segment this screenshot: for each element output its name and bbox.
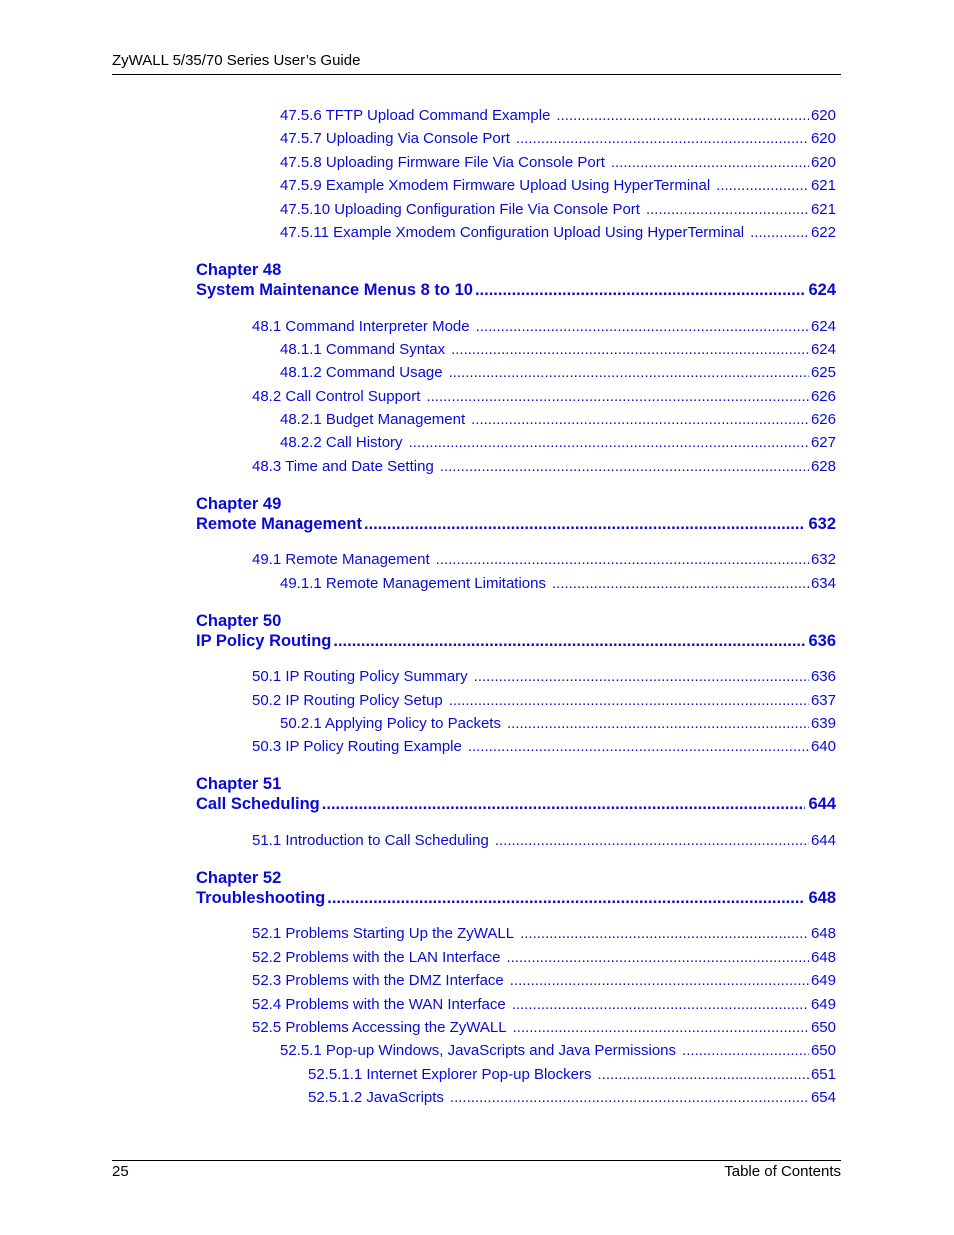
toc-entry-title: 48.2.1 Budget Management (280, 411, 466, 428)
dot-leader (327, 887, 805, 909)
dot-leader (507, 714, 809, 734)
dot-leader (364, 513, 806, 535)
chapter-title-link[interactable] (196, 887, 836, 909)
toc-entry-link[interactable] (252, 387, 836, 407)
toc-entry-title: 52.5.1.1 Internet Explorer Pop-up Blockers (308, 1066, 592, 1083)
toc-entry-link[interactable] (280, 340, 836, 360)
toc-entry-page-number: 654 (810, 1089, 836, 1106)
toc-entry-link[interactable] (280, 176, 836, 196)
toc-entry-page-number: 648 (810, 949, 836, 966)
dot-leader (552, 574, 809, 594)
toc-entry-link[interactable] (280, 129, 836, 149)
toc-entry-page-number: 640 (810, 738, 836, 755)
toc-entry-link[interactable] (252, 737, 836, 757)
dot-leader (426, 387, 809, 407)
dot-leader (598, 1065, 809, 1085)
chapter-page-number: 624 (808, 281, 836, 299)
dot-leader (611, 153, 809, 173)
toc-entry-link[interactable] (252, 924, 836, 944)
chapter-label[interactable]: Chapter 51 (196, 775, 282, 793)
toc-entry-link[interactable] (252, 831, 836, 851)
toc-entry-title: 52.5 Problems Accessing the ZyWALL (252, 1019, 507, 1036)
toc-entry-page-number: 621 (810, 177, 836, 194)
dot-leader (474, 667, 809, 687)
dot-leader (322, 793, 806, 815)
toc-entry-page-number: 651 (810, 1066, 836, 1083)
toc-entry-link[interactable] (280, 433, 836, 453)
dot-leader (409, 433, 809, 453)
toc-entry-page-number: 650 (810, 1042, 836, 1059)
toc-entry-title: 48.1 Command Interpreter Mode (252, 318, 470, 335)
dot-leader (646, 200, 809, 220)
toc-entry-page-number: 624 (810, 341, 836, 358)
chapter-label[interactable]: Chapter 48 (196, 261, 282, 279)
chapter-title: Troubleshooting (196, 889, 326, 907)
toc-entry-title: 50.2 IP Routing Policy Setup (252, 692, 443, 709)
chapter-title: System Maintenance Menus 8 to 10 (196, 281, 473, 299)
toc-entry-page-number: 644 (810, 832, 836, 849)
toc-entry-page-number: 627 (810, 434, 836, 451)
toc-entry-link[interactable] (252, 667, 836, 687)
toc-entry-page-number: 620 (810, 107, 836, 124)
dot-leader (556, 106, 809, 126)
chapter-page-number: 648 (808, 889, 836, 907)
dot-leader (440, 457, 809, 477)
toc-entry-page-number: 620 (810, 154, 836, 171)
toc-entry-page-number: 624 (810, 318, 836, 335)
toc-entry-title: 52.4 Problems with the WAN Interface (252, 996, 506, 1013)
toc-entry-link[interactable] (308, 1065, 836, 1085)
chapter-page-number: 636 (808, 632, 836, 650)
toc-entry-link[interactable] (308, 1088, 836, 1108)
toc-entry-page-number: 649 (810, 996, 836, 1013)
dot-leader (450, 1088, 809, 1108)
dot-leader (510, 971, 809, 991)
toc-entry-link[interactable] (280, 363, 836, 383)
chapter-title: Remote Management (196, 515, 362, 533)
toc-entry-title: 48.3 Time and Date Setting (252, 458, 434, 475)
toc-entry-page-number: 621 (810, 201, 836, 218)
chapter-page-number: 644 (808, 795, 836, 813)
toc-entry-page-number: 634 (810, 575, 836, 592)
toc-entry-link[interactable] (252, 1018, 836, 1038)
running-footer (112, 1160, 841, 1180)
toc-entry-page-number: 622 (810, 224, 836, 241)
toc-entry-page-number: 620 (810, 130, 836, 147)
dot-leader (471, 410, 809, 430)
toc-entry-title: 47.5.6 TFTP Upload Command Example (280, 107, 551, 124)
toc-entry-page-number: 626 (810, 388, 836, 405)
toc-entry-link[interactable] (280, 574, 836, 594)
dot-leader (333, 630, 805, 652)
toc-entry-link[interactable] (280, 200, 836, 220)
chapter-label[interactable]: Chapter 52 (196, 869, 282, 887)
dot-leader (750, 223, 809, 243)
dot-leader (436, 550, 809, 570)
toc-entry-link[interactable] (280, 410, 836, 430)
toc-entry-title: 52.5.1 Pop-up Windows, JavaScripts and Java Permissions (280, 1042, 677, 1059)
toc-entry-title: 51.1 Introduction to Call Scheduling (252, 832, 489, 849)
toc-entry-title: 48.2.2 Call History (280, 434, 403, 451)
chapter-title-link[interactable] (196, 279, 836, 301)
chapter-page-number: 632 (808, 515, 836, 533)
toc-entry-title: 52.5.1.2 JavaScripts (308, 1089, 444, 1106)
dot-leader (682, 1041, 809, 1061)
toc-entry-page-number: 650 (810, 1019, 836, 1036)
toc-entry-title: 47.5.11 Example Xmodem Configuration Upload Using HyperTerminal (280, 224, 745, 241)
toc-entry-page-number: 649 (810, 972, 836, 989)
toc-entry-title: 48.2 Call Control Support (252, 388, 421, 405)
dot-leader (512, 995, 809, 1015)
toc-entry-page-number: 639 (810, 715, 836, 732)
toc-entry-link[interactable] (280, 1041, 836, 1061)
toc-entry-page-number: 637 (810, 692, 836, 709)
toc-entry-title: 50.3 IP Policy Routing Example (252, 738, 462, 755)
toc-entry-title: 47.5.9 Example Xmodem Firmware Upload Using HyperTerminal (280, 177, 711, 194)
chapter-title: Call Scheduling (196, 795, 320, 813)
toc-entry-link[interactable] (252, 948, 836, 968)
dot-leader (451, 340, 809, 360)
dot-leader (516, 129, 809, 149)
dot-leader (716, 176, 809, 196)
chapter-label[interactable]: Chapter 49 (196, 495, 282, 513)
dot-leader (495, 831, 809, 851)
chapter-title-link[interactable] (196, 630, 836, 652)
toc-entry-link[interactable] (280, 223, 836, 243)
toc-entry-title: 48.1.1 Command Syntax (280, 341, 446, 358)
chapter-title: IP Policy Routing (196, 632, 332, 650)
page-number: 25 (112, 1163, 129, 1180)
dot-leader (449, 363, 809, 383)
toc-entry-link[interactable] (252, 691, 836, 711)
toc-entry-link[interactable] (252, 457, 836, 477)
chapter-label[interactable]: Chapter 50 (196, 612, 282, 630)
dot-leader (468, 737, 809, 757)
chapter-title-link[interactable] (196, 793, 836, 815)
toc-entry-title: 49.1 Remote Management (252, 551, 430, 568)
toc-entry-link[interactable] (252, 995, 836, 1015)
toc-entry-link[interactable] (252, 971, 836, 991)
toc-entry-title: 47.5.10 Uploading Configuration File Via Console Port (280, 201, 640, 218)
toc-entry-title: 48.1.2 Command Usage (280, 364, 443, 381)
toc-entry-title: 52.2 Problems with the LAN Interface (252, 949, 501, 966)
toc-entry-title: 52.3 Problems with the DMZ Interface (252, 972, 504, 989)
toc-entry-link[interactable] (280, 106, 836, 126)
toc-entry-link[interactable] (252, 550, 836, 570)
toc-entry-link[interactable] (280, 714, 836, 734)
dot-leader (475, 279, 806, 301)
toc-entry-page-number: 648 (810, 925, 836, 942)
toc-entry-page-number: 626 (810, 411, 836, 428)
toc-entry-title: 47.5.8 Uploading Firmware File Via Console Port (280, 154, 605, 171)
dot-leader (449, 691, 809, 711)
toc-entry-title: 52.1 Problems Starting Up the ZyWALL (252, 925, 515, 942)
dot-leader (476, 317, 809, 337)
toc-entry-title: 50.1 IP Routing Policy Summary (252, 668, 468, 685)
toc-entry-page-number: 625 (810, 364, 836, 381)
toc-entry-page-number: 636 (810, 668, 836, 685)
chapter-title-link[interactable] (196, 513, 836, 535)
toc-entry-title: 47.5.7 Uploading Via Console Port (280, 130, 510, 147)
toc-entry-title: 49.1.1 Remote Management Limitations (280, 575, 546, 592)
toc-entry-page-number: 628 (810, 458, 836, 475)
toc-entry-title: 50.2.1 Applying Policy to Packets (280, 715, 501, 732)
guide-title: ZyWALL 5/35/70 Series User’s Guide (112, 52, 361, 69)
dot-leader (506, 948, 809, 968)
toc-entry-link[interactable] (252, 317, 836, 337)
dot-leader (520, 924, 809, 944)
section-name: Table of Contents (724, 1163, 841, 1180)
toc-entry-page-number: 632 (810, 551, 836, 568)
toc-entry-link[interactable] (280, 153, 836, 173)
dot-leader (513, 1018, 809, 1038)
